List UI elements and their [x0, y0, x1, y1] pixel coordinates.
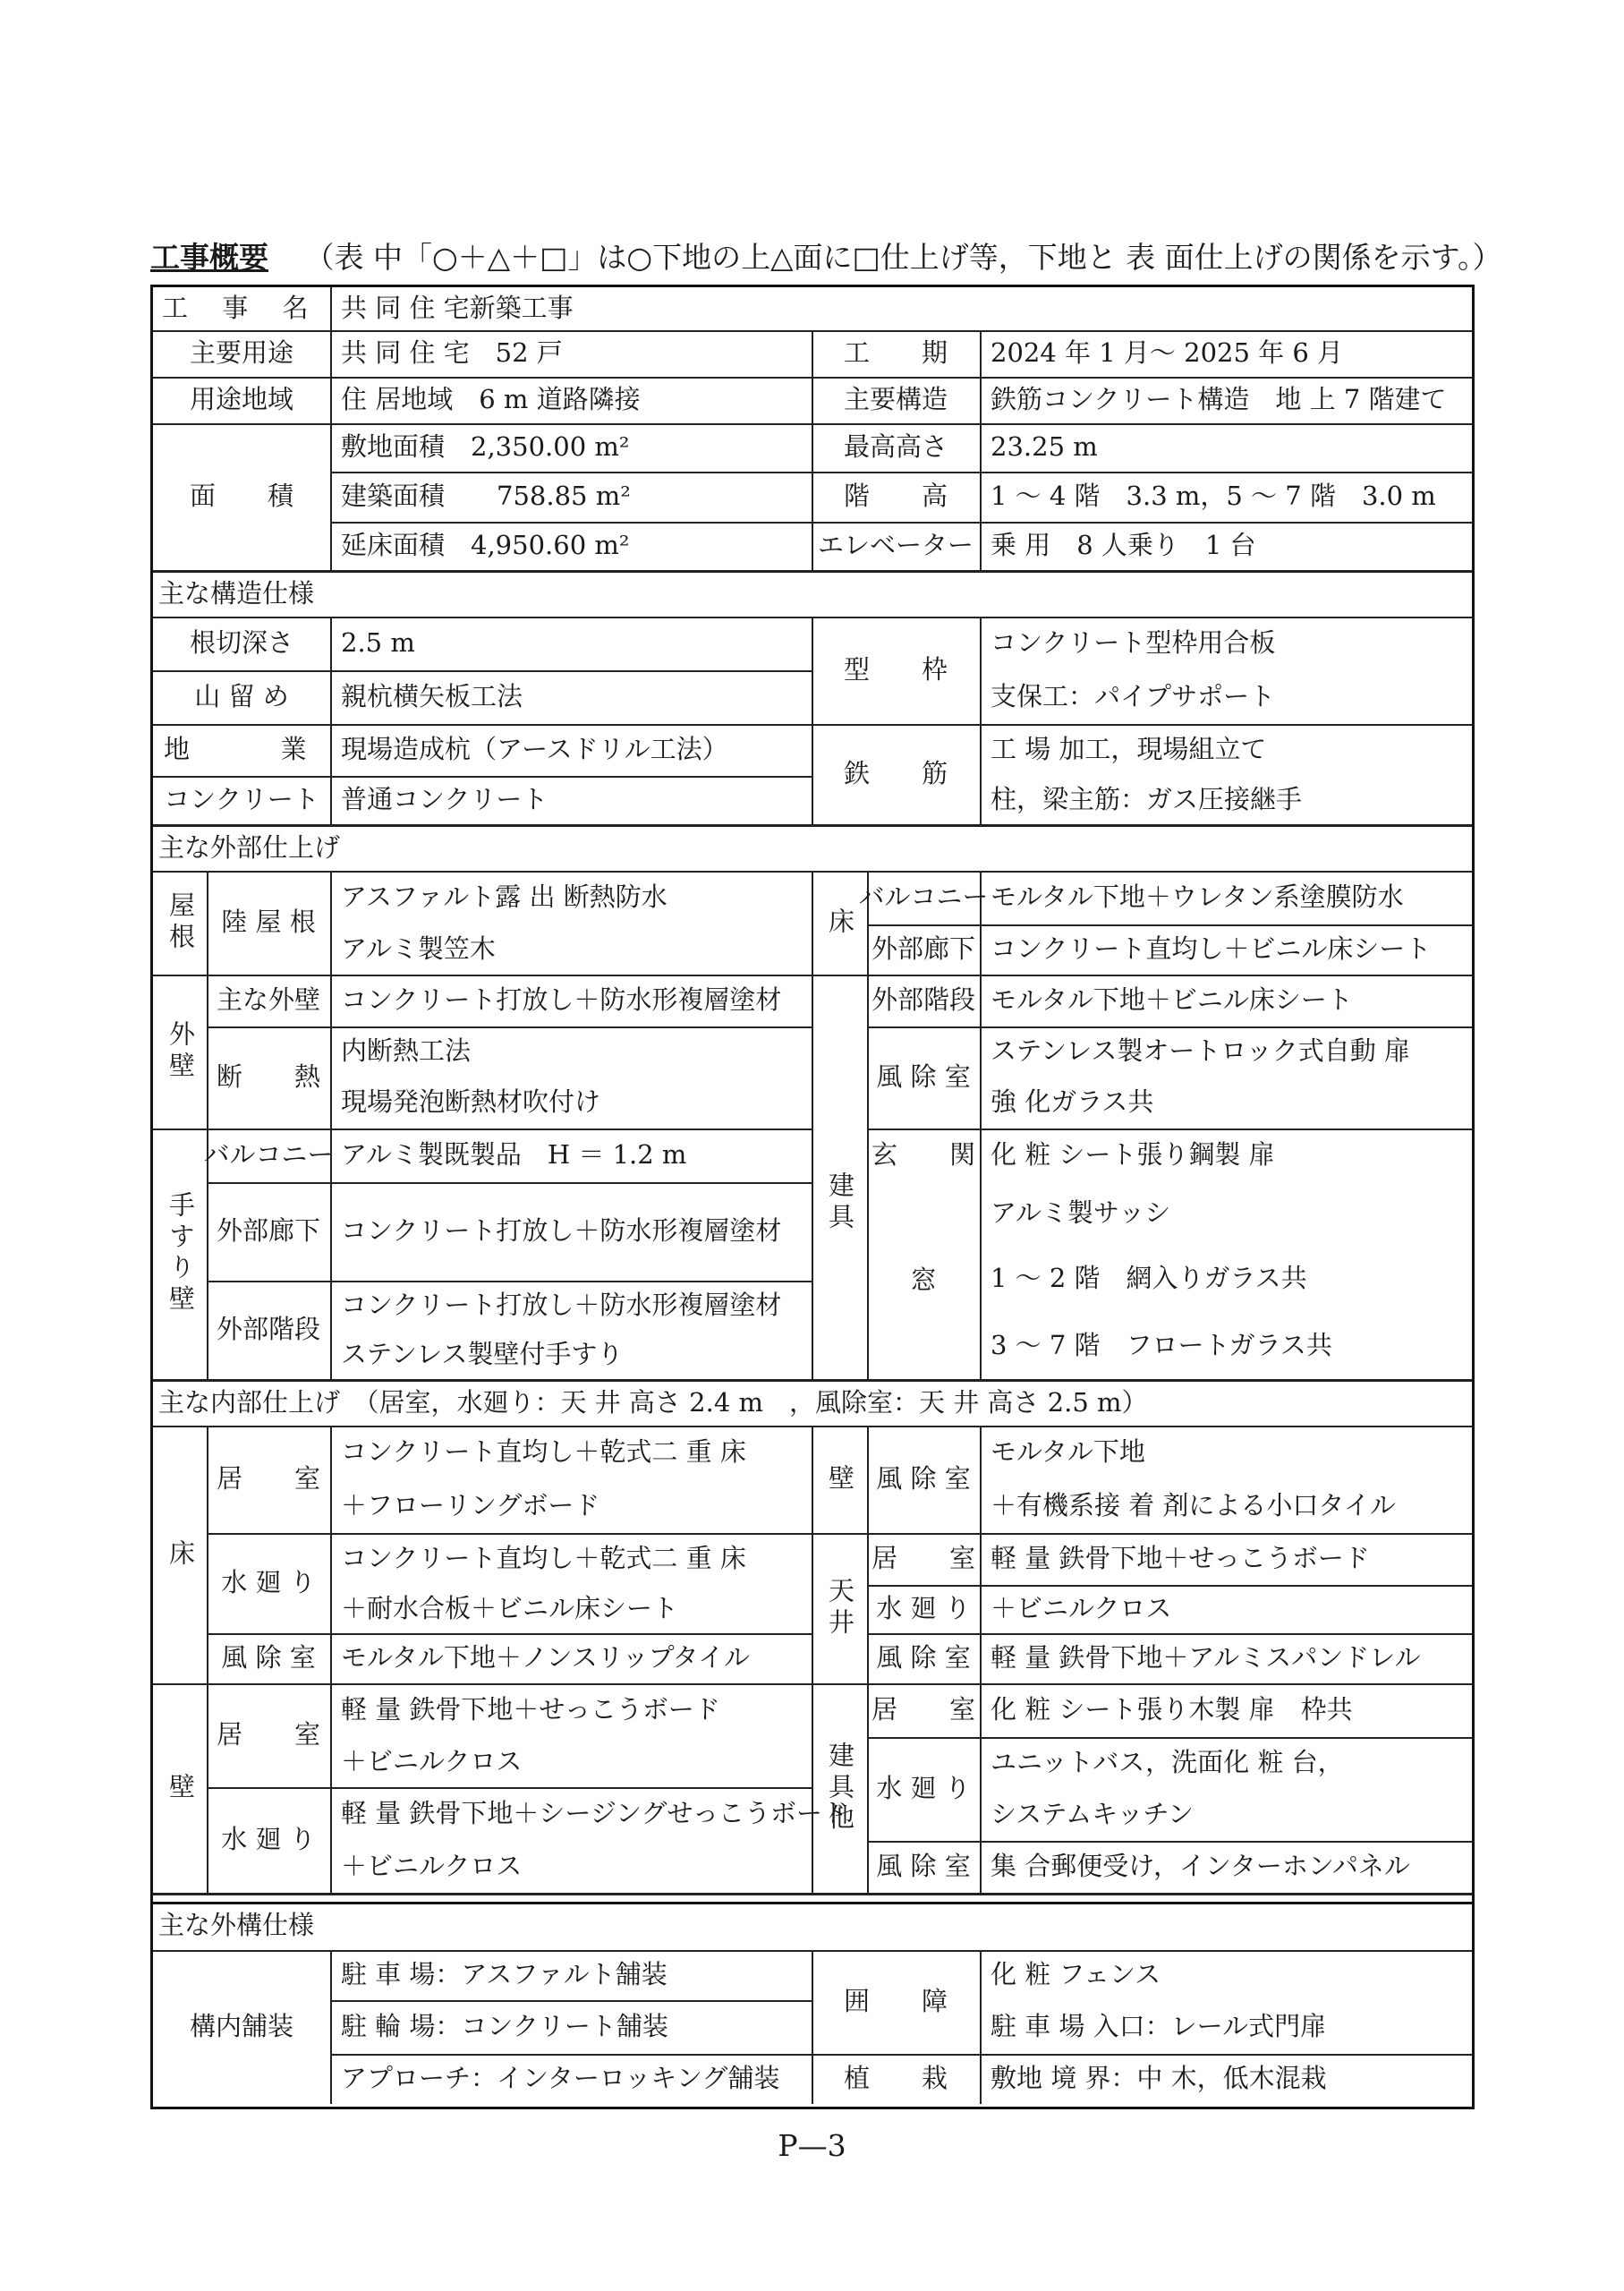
overview-table [150, 285, 1475, 1904]
ext-wall-main: コンクリート打放し＋防水形複層塗材 [341, 984, 782, 1016]
period-value: 2024 年 1 月～ 2025 年 6 月 [991, 337, 1344, 369]
int-wall-room-line-1: 軽 量 鉄骨下地＋せっこうボード [341, 1694, 720, 1725]
elevator-label: エレベーター [817, 530, 974, 561]
use-label: 主要用途 [189, 337, 293, 369]
ext-wall-ins-label: 断 熱 [216, 1061, 320, 1093]
paving-label: 構内舗装 [189, 2011, 293, 2042]
foundation-value: 現場造成杭（アースドリル工法） [341, 734, 728, 765]
summary-note: （表 中「○＋△＋□」は○下地の上△面に□仕上げ等，下地と 表 面仕上げの関係を示す。） [304, 240, 1502, 275]
use-value: 共 同 住 宅 52 戸 [341, 337, 563, 369]
floor-height-label: 階 高 [843, 481, 948, 512]
int-rwall-wind-label: 風 除 室 [876, 1463, 971, 1495]
excavation-label: 根切深さ [189, 627, 293, 659]
ext-roof-line-2: アルミ製笠木 [341, 933, 496, 965]
retaining-label: 山 留 め [194, 681, 289, 712]
int-ceil-room: 軽 量 鉄骨下地＋せっこうボード [991, 1543, 1370, 1574]
project-name-label: 工 事 名 [162, 293, 321, 324]
int-floor-wet-label: 水 廻 り [221, 1567, 316, 1598]
int-floor-room-line-2: ＋フローリングボード [341, 1490, 600, 1521]
int-fix-wet-label: 水 廻 り [876, 1773, 971, 1804]
ext-fix-win-line-2: 1 ～ 2 階 網入りガラス共 [991, 1262, 1307, 1293]
elevator-value: 乗 用 8 人乗り 1 台 [991, 530, 1256, 561]
concrete-value: 普通コンクリート [341, 784, 548, 815]
fence-line-2: 駐 車 場 入口：レール式門扉 [991, 2011, 1327, 2042]
building-area: 建築面積 758.85 m² [341, 481, 631, 512]
ext-fixture-group: 建具 [824, 1171, 855, 1234]
planting-value: 敷地 境 界：中 木，低木混栽 [991, 2063, 1327, 2094]
structure-label: 主要構造 [843, 384, 948, 415]
int-floor-group: 床 [165, 1538, 196, 1571]
ext-fix-ent-label: 玄 関 [871, 1139, 975, 1171]
interior-section-title: 主な内部仕上げ （居室，水廻り：天 井 高さ 2.4 m ，風除室：天 井 高さ 2.5 m） [158, 1387, 1148, 1418]
rebar-line-1: 工 場 加工，現場組立て [991, 734, 1267, 765]
int-fix-room-label: 居 室 [871, 1694, 975, 1725]
excavation-value: 2.5 m [341, 627, 415, 659]
int-floor-room-line-1: コンクリート直均し＋乾式二 重 床 [341, 1436, 746, 1468]
max-height: 23.25 m [991, 431, 1098, 463]
ext-wall-ins-line-1: 内断熱工法 [341, 1035, 472, 1067]
int-fix-wind-label: 風 除 室 [876, 1851, 971, 1882]
ext-fix-win-label: 窓 [910, 1265, 937, 1296]
int-ceiling-group: 天井 [824, 1577, 855, 1639]
ext-rail-cor-label: 外部廊下 [216, 1215, 320, 1247]
fence-label: 囲 障 [843, 1986, 948, 2017]
int-ceil-room-label: 居 室 [871, 1543, 975, 1574]
retaining-value: 親杭横矢板工法 [341, 681, 523, 712]
ext-roof-group: 屋根 [165, 891, 196, 954]
ext-rail-stair-line-2: ステンレス製壁付手すり [341, 1338, 624, 1369]
int-floor-wind-label: 風 除 室 [221, 1642, 316, 1674]
ext-rail-group: 手すり壁 [165, 1191, 196, 1316]
ext-rail-stair-label: 外部階段 [216, 1314, 320, 1345]
int-ceil-wet-label: 水 廻 り [876, 1593, 971, 1624]
ext-fix-wind-line-2: 強 化ガラス共 [991, 1086, 1154, 1118]
int-wall-wet-line-1: 軽 量 鉄骨下地＋シージングせっこうボード [341, 1798, 848, 1829]
period-label: 工 期 [843, 337, 948, 369]
project-name: 共 同 住 宅新築工事 [341, 293, 574, 324]
ext-fix-win-line-3: 3 ～ 7 階 フロートガラス共 [991, 1329, 1332, 1360]
rebar-line-2: 柱，梁主筋：ガス圧接継手 [991, 784, 1303, 815]
int-ceil-wind: 軽 量 鉄骨下地＋アルミスパンドレル [991, 1642, 1421, 1674]
paving-line-2: 駐 輪 場：コンクリート舗装 [341, 2011, 668, 2042]
max-height-label: 最高高さ [843, 431, 948, 463]
int-wall-wet-label: 水 廻 り [221, 1824, 316, 1855]
int-fixture-group: 建具他 [824, 1741, 855, 1835]
ext-rail-stair-line-1: コンクリート打放し＋防水形複層塗材 [341, 1289, 782, 1320]
int-rwall-wind-line-1: モルタル下地 [991, 1436, 1145, 1468]
structure-value: 鉄筋コンクリート構造 地 上 7 階建て [991, 384, 1447, 415]
ext-fix-ent: 化 粧 シート張り鋼製 扉 [991, 1139, 1275, 1171]
ext-floor-stair: モルタル下地＋ビニル床シート [991, 984, 1353, 1016]
header [150, 234, 1502, 279]
paving-line-3: アプローチ：インターロッキング舗装 [341, 2063, 780, 2094]
exterior-section-title: 主な外部仕上げ [158, 832, 341, 864]
foundation-label: 地 業 [163, 734, 319, 765]
ext-rail-cor: コンクリート打放し＋防水形複層塗材 [341, 1215, 782, 1247]
ext-floor-stair-label: 外部階段 [871, 984, 975, 1016]
exterior-works-section-title: 主な外構仕様 [158, 1910, 315, 1941]
ext-fix-win-line-1: アルミ製サッシ [991, 1197, 1171, 1229]
summary-title: 工事概要 [150, 240, 268, 275]
exterior-works-table [150, 1902, 1475, 2109]
fence-line-1: 化 粧 フェンス [991, 1959, 1161, 1990]
int-floor-wind: モルタル下地＋ノンスリップタイル [341, 1642, 751, 1674]
ext-fix-wind-label: 風 除 室 [876, 1061, 971, 1093]
ext-floor-group: 床 [824, 907, 855, 939]
ext-wall-main-label: 主な外壁 [216, 984, 320, 1016]
int-rwall-wind-line-2: ＋有機系接 着 剤による小口タイル [991, 1490, 1396, 1521]
ext-roof-line-1: アスファルト露 出 断熱防水 [341, 881, 667, 913]
ext-rail-bal-label: バルコニー [203, 1139, 334, 1171]
structural-section-title: 主な構造仕様 [158, 578, 315, 609]
int-ceil-wind-label: 風 除 室 [876, 1642, 971, 1674]
page-number: P—3 [778, 2128, 846, 2163]
floor-area: 延床面積 4,950.60 m² [341, 530, 630, 561]
ext-wall-group: 外壁 [165, 1020, 196, 1083]
int-wall-group: 壁 [165, 1772, 196, 1804]
formwork-line-2: 支保工：パイプサポート [991, 681, 1276, 712]
int-wall-room-label: 居 室 [216, 1719, 320, 1750]
paving-line-1: 駐 車 場：アスファルト舗装 [341, 1959, 667, 1990]
formwork-label: 型 枠 [843, 654, 948, 686]
concrete-label: コンクリート [164, 784, 319, 815]
site-area: 敷地面積 2,350.00 m² [341, 431, 630, 463]
formwork-line-1: コンクリート型枠用合板 [991, 627, 1276, 659]
int-fix-wet-line-1: ユニットバス，洗面化 粧 台， [991, 1747, 1344, 1778]
int-wall-wet-line-2: ＋ビニルクロス [341, 1851, 523, 1882]
zone-label: 用途地域 [189, 384, 293, 415]
int-floor-wet-line-1: コンクリート直均し＋乾式二 重 床 [341, 1543, 746, 1574]
int-fix-room: 化 粧 シート張り木製 扉 枠共 [991, 1694, 1353, 1725]
int-fix-wind: 集 合郵便受け，インターホンパネル [991, 1851, 1410, 1882]
ext-floor-cor-label: 外部廊下 [871, 933, 975, 965]
int-floor-room-label: 居 室 [216, 1463, 320, 1495]
ext-roof-label: 陸 屋 根 [221, 907, 316, 938]
int-fix-wet-line-2: システムキッチン [991, 1799, 1195, 1830]
ext-floor-bal: モルタル下地＋ウレタン系塗膜防水 [991, 881, 1404, 913]
int-floor-wet-line-2: ＋耐水合板＋ビニル床シート [341, 1593, 679, 1624]
planting-label: 植 栽 [843, 2063, 948, 2094]
int-wall-room-line-2: ＋ビニルクロス [341, 1746, 523, 1777]
rebar-label: 鉄 筋 [843, 758, 948, 789]
ext-floor-cor: コンクリート直均し＋ビニル床シート [991, 933, 1432, 965]
zone-value: 住 居地域 6 m 道路隣接 [341, 384, 641, 415]
int-right-wall-group: 壁 [824, 1463, 855, 1495]
floor-height: 1 ～ 4 階 3.3 m，5 ～ 7 階 3.0 m [991, 481, 1436, 512]
ext-floor-bal-label: バルコニー [858, 881, 989, 913]
area-label: 面 積 [189, 481, 293, 512]
int-ceil-wet: ＋ビニルクロス [991, 1593, 1172, 1624]
ext-fix-wind-line-1: ステンレス製オートロック式自動 扉 [991, 1035, 1411, 1067]
ext-wall-ins-line-2: 現場発泡断熱材吹付け [341, 1086, 601, 1118]
ext-rail-bal: アルミ製既製品 H ＝ 1.2 m [341, 1139, 687, 1171]
